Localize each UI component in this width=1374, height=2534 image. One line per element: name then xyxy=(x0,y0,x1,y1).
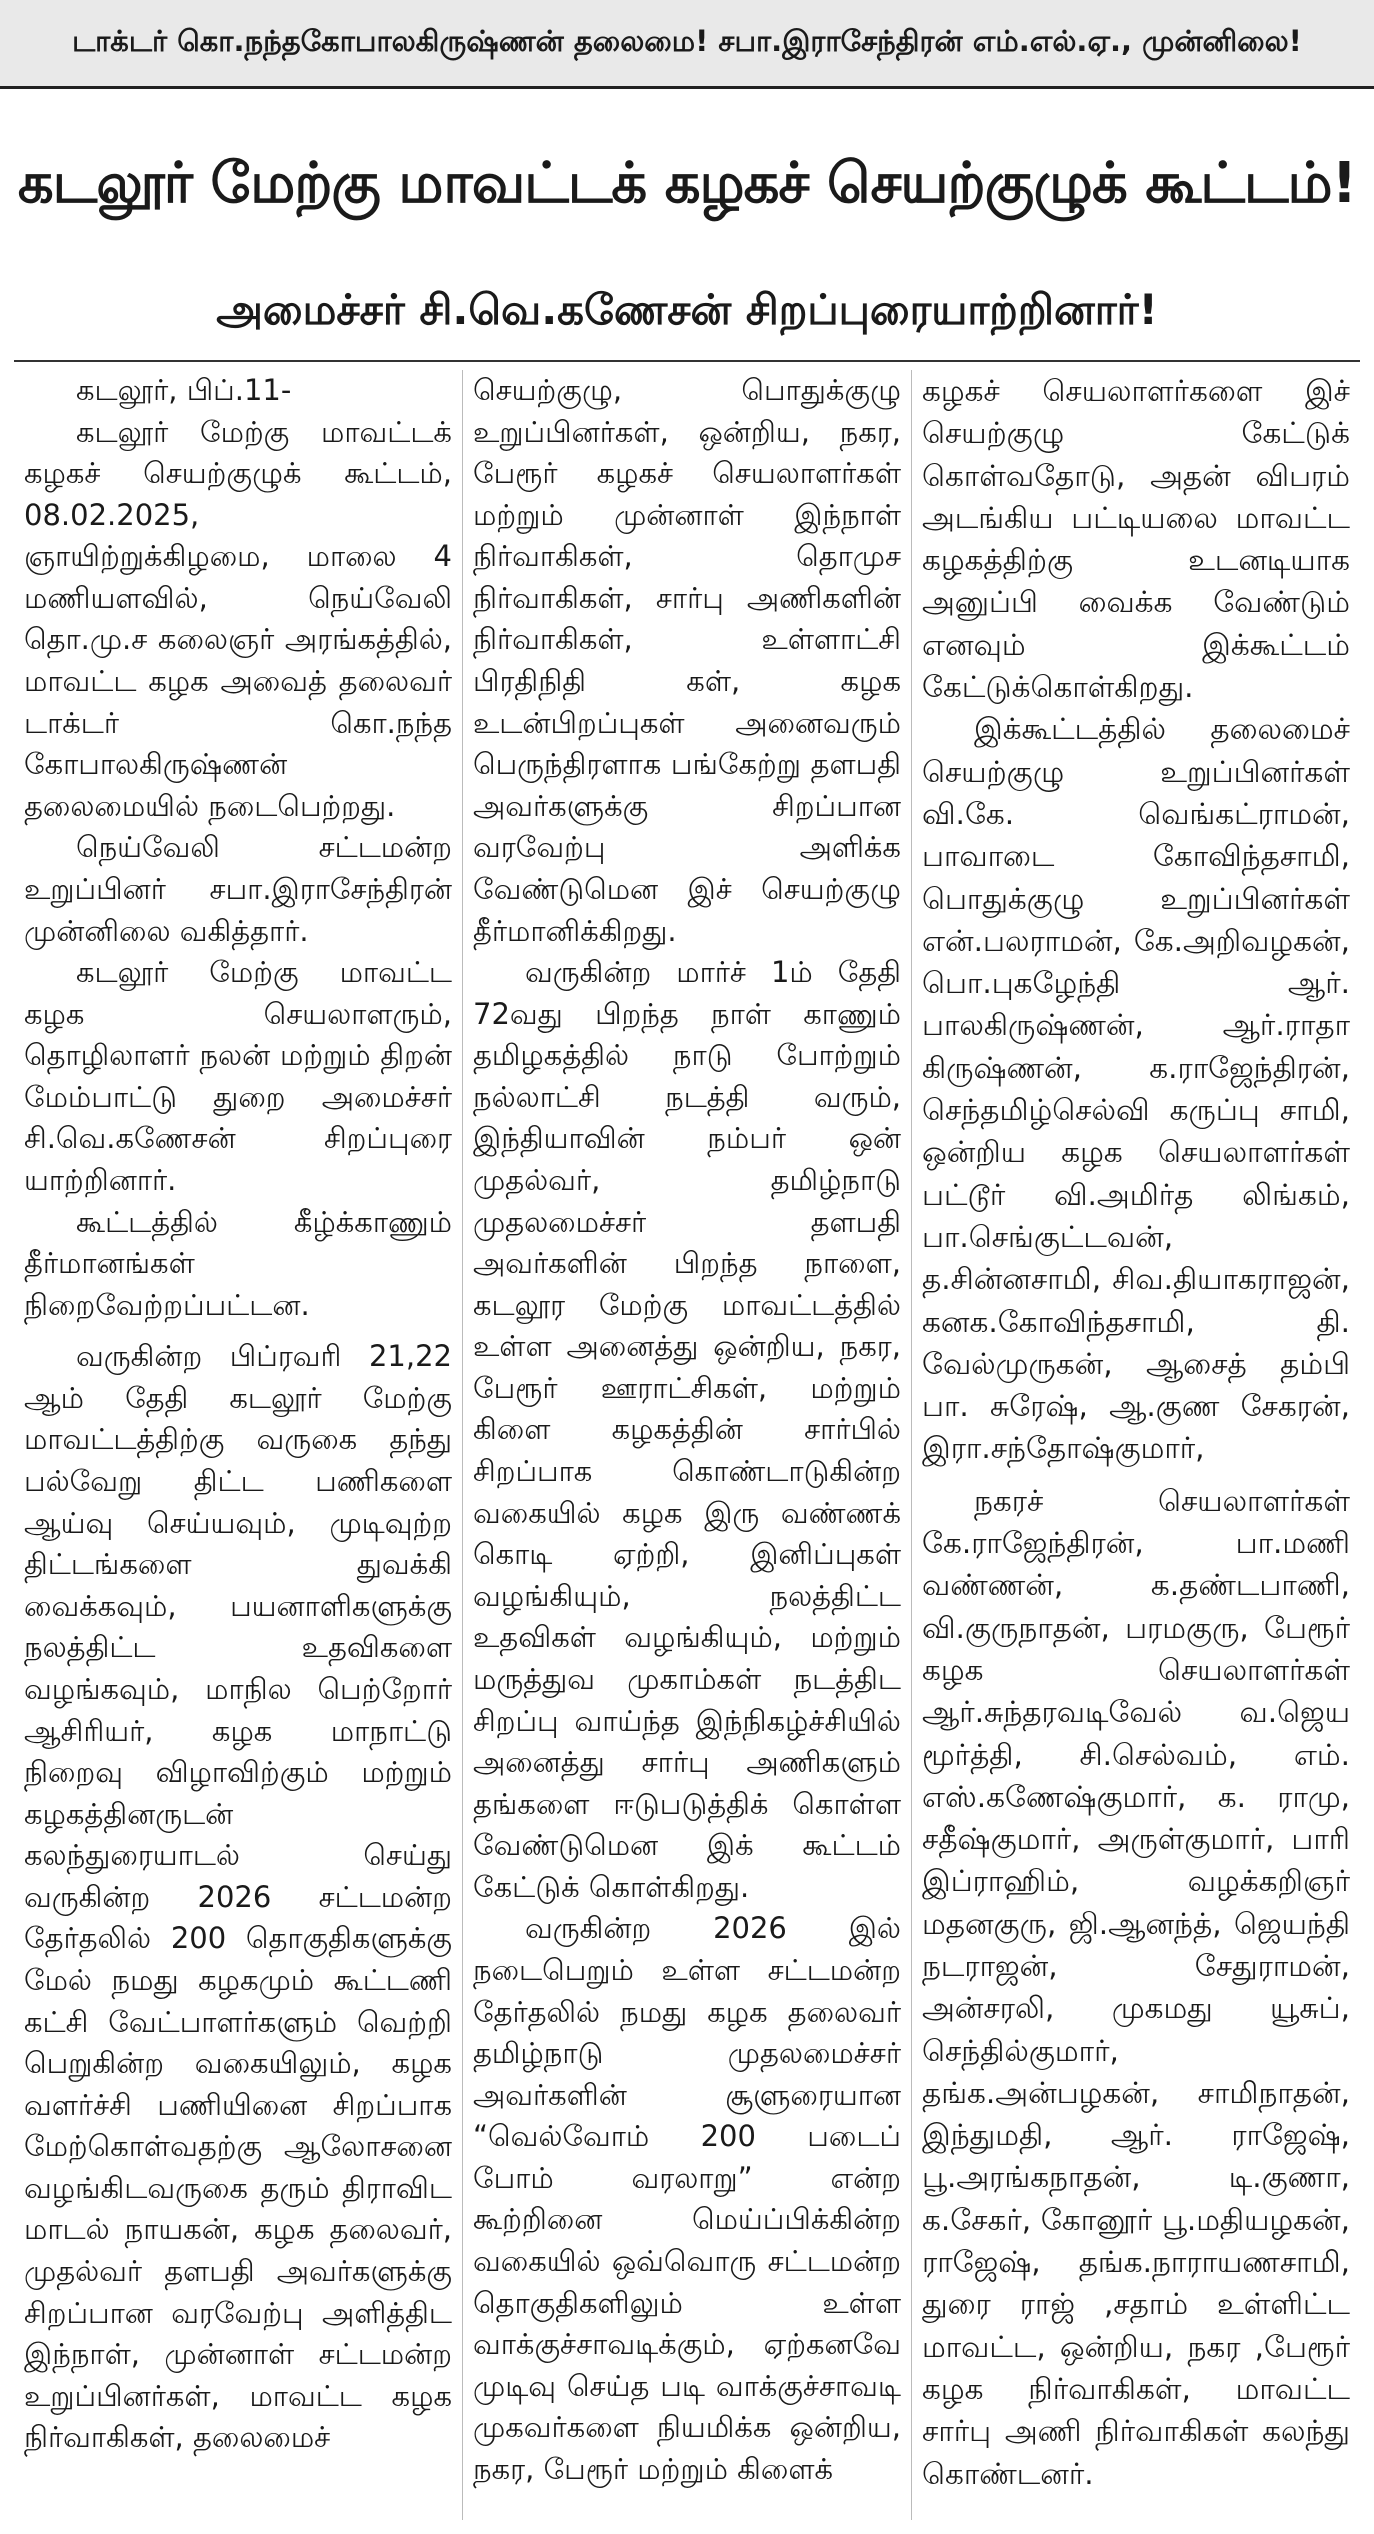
kicker-strap xyxy=(0,0,1374,89)
paragraph: கழகச் செயலாளர்களை இச் செயற்குழு கேட்டுக் கொள்வதோடு, அதன் விபரம் அடங்கிய பட்டியலை மாவட்ட கழகத்திற்கு உடனடியாக அனுப்பி வைக்க வேண்டும் எனவும் இக்கூட்டம் கேட்டுக்கொள்கிறது. xyxy=(922,374,1350,705)
divider xyxy=(14,360,1360,362)
headline xyxy=(0,112,1374,262)
headline-text: கடலூர் மேற்கு மாவட்டக் கழகச் செயற்குழுக் கூட்டம்! xyxy=(17,151,1357,216)
dateline: கடலூர், பிப்.11- xyxy=(76,373,292,407)
paragraph: வருகின்ற பிப்ரவரி 21,22 ஆம் தேதி கடலூர் மேற்கு மாவட்டத்திற்கு வருகை தந்து பல்வேறு திட்ட பணிகளை ஆய்வு செய்யவும், முடிவுற்ற திட்டங்களை துவக்கி வைக்கவும், பயனாளிகளுக்கு நலத்திட்ட உதவிகளை வழங்கவும், மாநில பெற்றோர் ஆசிரியர், கழக மாநாட்டு நிறைவு விழாவிற்கும் மற்றும் கழகத்தினருடன் கலந்துரையாடல் செய்து வருகின்ற 2026 சட்டமன்ற தேர்தலில் 200 தொகுதிகளுக்கு மேல் நமது கழகமும் கூட்டணி கட்சி வேட்பாளர்களும் வெற்றி பெறுகின்ற வகையிலும், கழக வளர்ச்சி பணியினை சிறப்பாக மேற்கொள்வதற்கு ஆலோசனை வழங்கிடவருகை தரும் திராவிட மாடல் நாயகன், கழக தலைவர், முதல்வர் தளபதி அவர்களுக்கு சிறப்பான வரவேற்பு அளித்திட இந்நாள், முன்னாள் சட்டமன்ற உறுப்பினர்கள், மாவட்ட கழக நிர்வாகிகள், தலைமைச் xyxy=(24,1339,452,2455)
paragraph: கடலூர் மேற்கு மாவட்ட கழக செயலாளரும், தொழிலாளர் நலன் மற்றும் திறன் மேம்பாட்டு துறை அமைச்சர் சி.வெ.கணேசன் சிறப்புரை யாற்றினார். xyxy=(24,955,452,1197)
subheadline xyxy=(0,272,1374,352)
paragraph: வருகின்ற 2026 இல் நடைபெறும் உள்ள சட்டமன்ற தேர்தலில் நமது கழக தலைவர் தமிழ்நாடு முதலமைச்சர் அவர்களின் சூளுரையான “வெல்வோம் 200 படைப் போம் வரலாறு” என்ற கூற்றினை மெய்ப்பிக்கின்ற வகையில் ஒவ்வொரு சட்டமன்ற தொகுதிகளிலும் உள்ள வாக்குச்சாவடிக்கும், ஏற்கனவே முடிவு செய்த படி வாக்குச்சாவடி முகவர்களை நியமிக்க ஒன்றிய, நகர, பேரூர் மற்றும் கிளைக் xyxy=(473,1911,901,2486)
column-2 xyxy=(462,370,911,2520)
kicker-text: டாக்டர் கொ.நந்தகோபாலகிருஷ்ணன் தலைமை! சபா.இராசேந்திரன் எம்.எல்.ஏ., முன்னிலை! xyxy=(72,24,1302,58)
column-1 xyxy=(14,370,462,2520)
column-3 xyxy=(911,370,1360,2520)
paragraph: நகரச் செயலாளர்கள் கே.ராஜேந்திரன், பா.மணி வண்ணன், க.தண்டபாணி, வி.குருநாதன், பரமகுரு, பேரூர் கழக செயலாளர்கள் ஆர்.சுந்தரவடிவேல் வ.ஜெய மூர்த்தி, சி.செல்வம், எம். எஸ்.கணேஷ்குமார், க. ராமு, சதீஷ்குமார், அருள்குமார், பாரி இப்ராஹிம், வழக்கறிஞர் மதனகுரு, ஜி.ஆனந்த், ஜெயந்தி நடராஜன், சேதுராமன், அன்சரலி, முகமது யூசுப், செந்தில்குமார், தங்க.அன்பழகன், சாமிநாதன், இந்துமதி, ஆர். ராஜேஷ், பூ.அரங்கநாதன், டி.குணா, க.சேகர், கோனூர் பூ.மதியழகன், ராஜேஷ், தங்க.நாராயணசாமி, துரை ராஜ் ,சதாம் உள்ளிட்ட மாவட்ட, ஒன்றிய, நகர ,பேரூர் கழக நிர்வாகிகள், மாவட்ட சார்பு அணி நிர்வாகிகள் கலந்து கொண்டனர். xyxy=(922,1483,1350,2491)
paragraph: வருகின்ற மார்ச் 1ம் தேதி 72வது பிறந்த நாள் காணும் தமிழகத்தில் நாடு போற்றும் நல்லாட்சி நடத்தி வரும், இந்தியாவின் நம்பர் ஒன் முதல்வர், தமிழ்நாடு முதலமைச்சர் தளபதி அவர்களின் பிறந்த நாளை, கடலூர மேற்கு மாவட்டத்தில் உள்ள அனைத்து ஒன்றிய, நகர, பேரூர் ஊராட்சிகள், மற்றும் கிளை கழகத்தின் சார்பில் சிறப்பாக கொண்டாடுகின்ற வகையில் கழக இரு வண்ணக் கொடி ஏற்றி, இனிப்புகள் வழங்கியும், நலத்திட்ட உதவிகள் வழங்கியும், மற்றும் மருத்துவ முகாம்கள் நடத்திட சிறப்பு வாய்ந்த இந்நிகழ்ச்சியில் அனைத்து சார்பு அணிகளும் தங்களை ஈடுபடுத்திக் கொள்ள வேண்டுமென இக் கூட்டம் கேட்டுக் கொள்கிறது. xyxy=(473,955,901,1904)
article-body xyxy=(14,370,1360,2520)
subheadline-text: அமைச்சர் சி.வெ.கணேசன் சிறப்புரையாற்றினார்! xyxy=(216,284,1158,334)
paragraph: நெய்வேலி சட்டமன்ற உறுப்பினர் சபா.இராசேந்திரன் முன்னிலை வகித்தார். xyxy=(24,830,452,948)
paragraph: கூட்டத்தில் கீழ்க்காணும் தீர்மானங்கள் நிறைவேற்றப்பட்டன. xyxy=(24,1204,452,1322)
paragraph: கடலூர் மேற்கு மாவட்டக் கழகச் செயற்குழுக் கூட்டம், 08.02.2025, ஞாயிற்றுக்கிழமை, மாலை 4 மணியளவில், நெய்வேலி தொ.மு.ச கலைஞர் அரங்கத்தில், மாவட்ட கழக அவைத் தலைவர் டாக்டர் கொ.நந்த கோபாலகிருஷ்ணன் தலைமையில் நடைபெற்றது. xyxy=(24,414,452,823)
paragraph: இக்கூட்டத்தில் தலைமைச் செயற்குழு உறுப்பினர்கள் வி.கே. வெங்கட்ராமன், பாவாடை கோவிந்தசாமி, பொதுக்குழு உறுப்பினர்கள் என்.பலராமன், கே.அறிவழகன், பொ.புகழேந்தி ஆர். பாலகிருஷ்ணன், ஆர்.ராதா கிருஷ்ணன், க.ராஜேந்திரன், செந்தமிழ்செல்வி கருப்பு சாமி, ஒன்றிய கழக செயலாளர்கள் பட்டூர் வி.அமிர்த லிங்கம், பா.செங்குட்டவன், த.சின்னசாமி, சிவ.தியாகராஜன், கனக.கோவிந்தசாமி, தி. வேல்முருகன், ஆசைத் தம்பி பா. சுரேஷ், ஆ.குண சேகரன், இரா.சந்தோஷ்குமார், xyxy=(922,712,1350,1466)
paragraph: செயற்குழு, பொதுக்குழு உறுப்பினர்கள், ஒன்றிய, நகர, பேரூர் கழகச் செயலாளர்கள் மற்றும் முன்னாள் இந்நாள் நிர்வாகிகள், தொமுச நிர்வாகிகள், சார்பு அணிகளின் நிர்வாகிகள், உள்ளாட்சி பிரதிநிதி கள், கழக உடன்பிறப்புகள் அனைவரும் பெருந்திரளாக பங்கேற்று தளபதி அவர்களுக்கு சிறப்பான வரவேற்பு அளிக்க வேண்டுமென இச் செயற்குழு தீர்மானிக்கிறது. xyxy=(473,373,901,948)
